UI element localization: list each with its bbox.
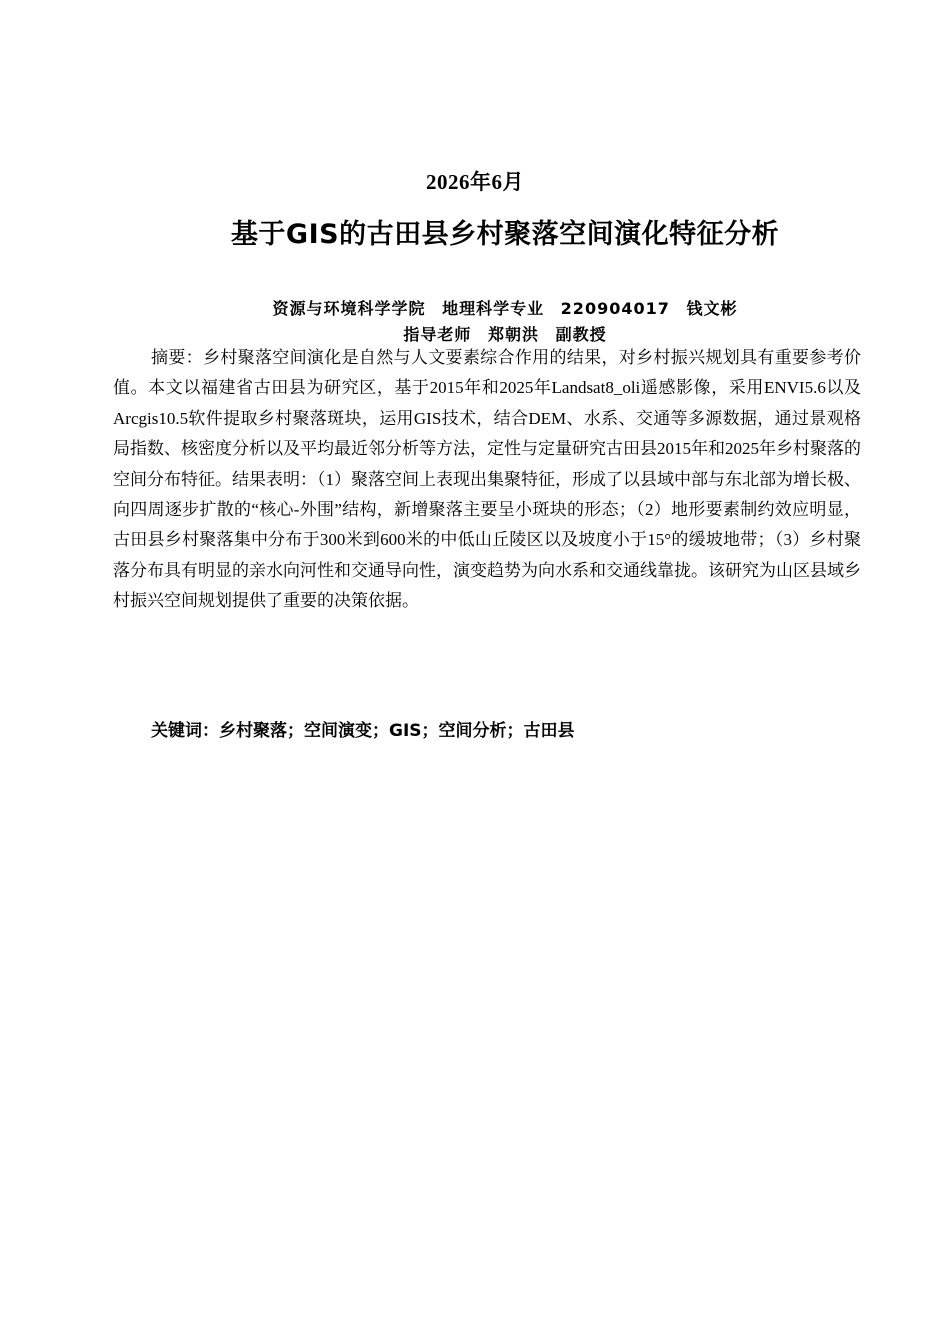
document-date: 2026年6月 bbox=[426, 170, 524, 194]
document-title: 基于GIS的古田县乡村聚落空间演化特征分析 bbox=[230, 219, 780, 250]
advisor-info: 指导老师 郑朝洪 副教授 bbox=[403, 325, 607, 344]
author-info: 资源与环境科学学院 地理科学专业 220904017 钱文彬 bbox=[272, 299, 738, 318]
keywords-line: 关键词：乡村聚落；空间演变；GIS；空间分析；古田县 bbox=[151, 721, 575, 741]
abstract-paragraph: 摘要：乡村聚落空间演化是自然与人文要素综合作用的结果，对乡村振兴规划具有重要参考价值。本文以福建省古田县为研究区，基于2015年和2025年Landsat8_oli遥感影像，采用ENVI5.6以及Arcgis10.5软件提取乡村聚落斑块，运用GIS技术，结合DEM、水系、交通等多源数据，通过景观格局指数、核密度分析以及平均最近邻分析等方法，定性与定量研究古田县2015年和2025年乡村聚落的空间分布特征。结果表明：（1）聚落空间上表现出集聚特征，形成了以县域中部与东北部为增长极、向四周逐步扩散的“核心-外围”结构，新增聚落主要呈小斑块的形态；（2）地形要素制约效应明显，古田县乡村聚落集中分布于300米到600米的中低山丘陵区以及坡度小于15°的缓坡地带；（3）乡村聚落分布具有明显的亲水向河性和交通导向性，演变趋势为向水系和交通线靠拢。该研究为山区县域乡村振兴空间规划提供了重要的决策依据。 bbox=[113, 348, 861, 611]
